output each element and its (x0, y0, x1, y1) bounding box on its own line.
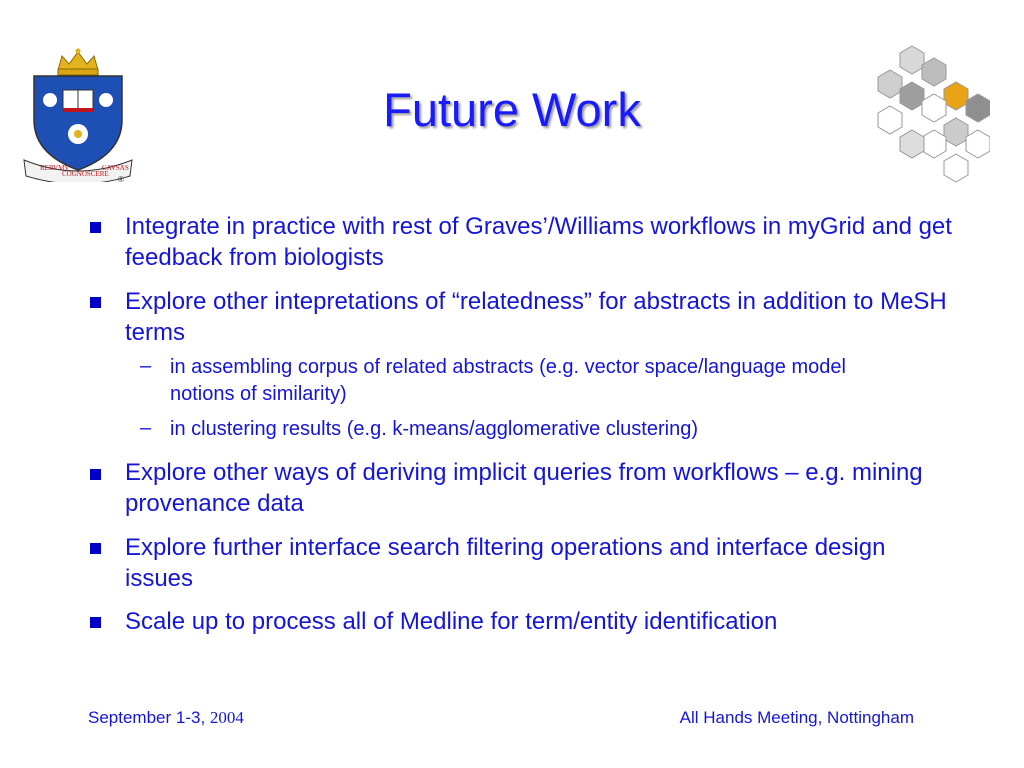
sub-bullet-marker: – (140, 417, 152, 439)
footer-date-text: September 1-3, (88, 708, 210, 727)
crest-motto-1: RERVMV (40, 164, 70, 172)
bullet-marker-icon (90, 297, 101, 308)
sub-bullet-marker: – (140, 355, 152, 377)
bullet-item-1: Integrate in practice with rest of Graves’/Williams workflows in myGrid and get feedback from biologists (125, 213, 952, 271)
bullet-marker-icon (90, 222, 101, 233)
bullet-item-4: Explore further interface search filtering operations and interface design issues (125, 534, 886, 592)
bullet-item-5: Scale up to process all of Medline for term/entity identification (125, 608, 778, 635)
footer-year: 2004 (209, 708, 244, 727)
crest-motto-3: CAVSAS (102, 164, 129, 172)
registered-mark: ® (118, 175, 124, 182)
bullet-marker-icon (90, 469, 101, 480)
bullet-item-2: Explore other intepretations of “relatedness” for abstracts in addition to MeSH terms (125, 288, 947, 346)
sub-bullet-item-1: in assembling corpus of related abstracts (e.g. vector space/language model notions of similarity) (170, 356, 846, 405)
bullet-item-3: Explore other ways of deriving implicit queries from workflows – e.g. mining provenance data (125, 459, 923, 517)
crest-motto-2: COGNOSCERE (62, 170, 109, 178)
footer-date (88, 708, 244, 728)
sub-bullet-item-2: in clustering results (e.g. k-means/agglomerative clustering) (170, 418, 698, 440)
slide-title: Future Work (383, 83, 641, 136)
footer-event: All Hands Meeting, Nottingham (679, 708, 914, 727)
bullet-marker-icon (90, 617, 101, 628)
bullet-marker-icon (90, 543, 101, 554)
